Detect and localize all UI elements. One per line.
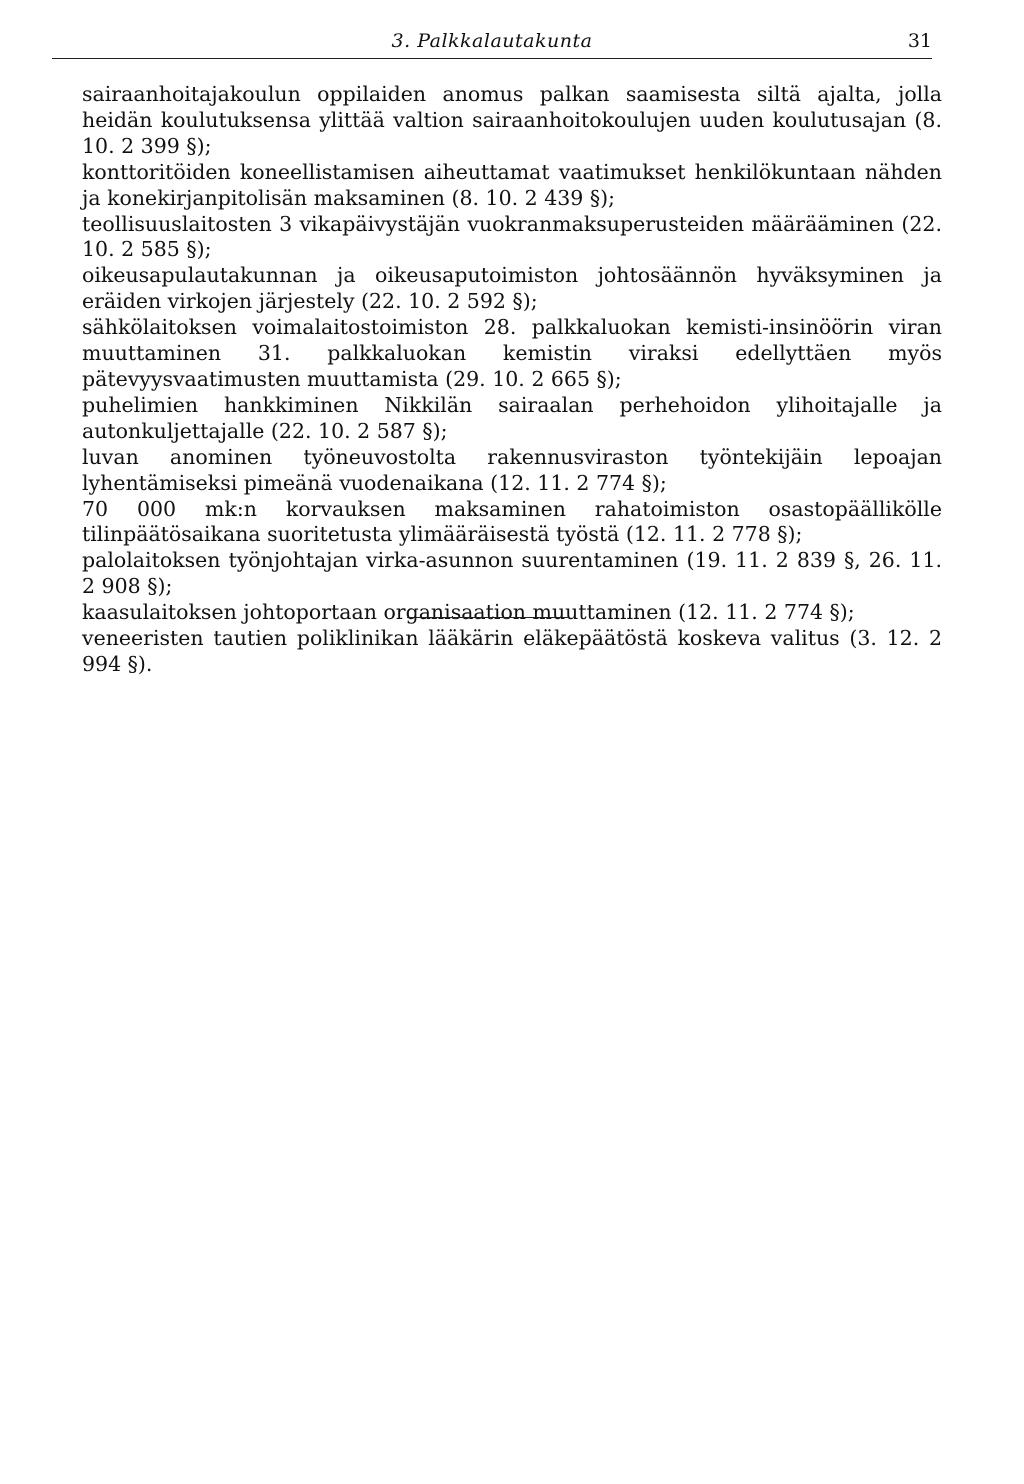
list-item: kaasulaitoksen johtoportaan organisaation muuttaminen (12. 11. 2 774 §);	[82, 600, 855, 625]
list-item: teollisuuslaitosten 3 vikapäivystäjän vuokranmaksuperusteiden määrääminen (22. 10. 2 585 §);	[82, 211, 942, 262]
running-title: 3. Palkkalautakunta	[391, 30, 593, 52]
list-item: sairaanhoitajakoulun oppilaiden anomus palkan saamisesta siltä ajalta, jolla heidän koulutuksensa ylittää valtion sairaanhoitokoulujen uuden koulutusajan (8. 10. 2 399 §);	[82, 82, 942, 158]
page-number: 31	[907, 30, 932, 52]
list-item: palolaitoksen työnjohtajan virka-asunnon suurentaminen (19. 11. 2 839 §, 26. 11. 2 908 §);	[82, 548, 942, 599]
list-item: oikeusapulautakunnan ja oikeusaputoimiston johtosäännön hyväksyminen ja eräiden virkojen järjestely (22. 10. 2 592 §);	[82, 263, 942, 314]
list-item: puhelimien hankkiminen Nikkilän sairaalan perhehoidon ylihoitajalle ja autonkuljettajalle (22. 10. 2 587 §);	[82, 392, 942, 443]
page-header	[52, 30, 932, 52]
header-rule	[52, 58, 932, 59]
list-item: veneeristen tautien poliklinikan lääkärin eläkepäätöstä koskeva valitus (3. 12. 2 994 §).	[82, 626, 942, 676]
list-item: konttoritöiden koneellistamisen aiheuttamat vaatimukset henkilökuntaan nähden ja konekirjanpitolisän maksaminen (8. 10. 2 439 §);	[82, 159, 942, 210]
list-item: luvan anominen työneuvostolta rakennusviraston työntekijäin lepoajan lyhentämiseksi pimeänä vuodenaikana (12. 11. 2 774 §);	[82, 444, 942, 495]
closing-rule	[407, 617, 569, 618]
list-item: 70 000 mk:n korvauksen maksaminen rahatoimiston osastopäällikölle tilinpäätösaikana suoritetusta ylimääräisestä työstä (12. 11. 2 778 §);	[82, 496, 942, 547]
list-item: sähkölaitoksen voimalaitostoimiston 28. palkkaluokan kemisti-insinöörin viran muuttaminen 31. palkkaluokan kemistin viraksi edellyttäen myös pätevyysvaatimusten muuttamista (29. 10. 2 665 §);	[82, 315, 942, 391]
entry-list	[82, 82, 942, 678]
